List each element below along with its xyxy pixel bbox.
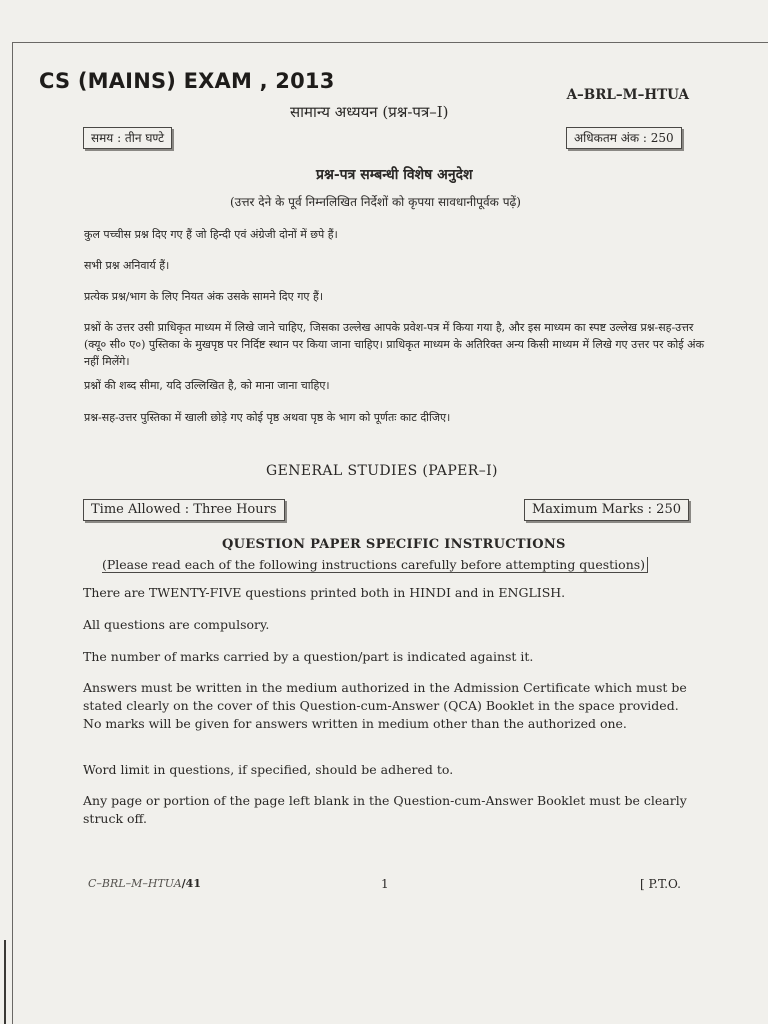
hindi-marks-box: अधिकतम अंक : 250 <box>566 127 682 149</box>
hindi-paper-subtitle: सामान्य अध्ययन (प्रश्न-पत्र–I) <box>290 103 449 121</box>
footer-code-suffix: /41 <box>181 877 201 890</box>
pto-marker: [ P.T.O. <box>640 877 681 891</box>
english-instruction-6: Any page or portion of the page left blank in the Question-cum-Answer Booklet must be clearly struck off. <box>83 793 687 826</box>
footer-code-prefix: C–BRL–M–HTUA <box>88 877 182 890</box>
hindi-instruction-3: प्रत्येक प्रश्न/भाग के लिए नियत अंक उसके सामने दिए गए हैं। <box>84 290 323 303</box>
english-instruction-4: Answers must be written in the medium authorized in the Admission Certificate which must be stated clearly on the cover of this Question-cum-Answer (QCA) Booklet in the space provided. No marks will be given for answers written in medium other than the authorized one. <box>83 680 687 731</box>
english-instructions-heading: QUESTION PAPER SPECIFIC INSTRUCTIONS <box>222 537 566 552</box>
hindi-time-box: समय : तीन घण्टे <box>83 127 172 149</box>
hindi-instruction-5: प्रश्नों की शब्द सीमा, यदि उल्लिखित है, को माना जाना चाहिए। <box>84 379 330 392</box>
left-edge-mark <box>4 940 6 1024</box>
hindi-instruction-4: प्रश्नों के उत्तर उसी प्राधिकृत माध्यम में लिखे जाने चाहिए, जिसका उल्लेख आपके प्रवेश-पत्र में किया गया है, और इस माध्यम का स्पष्ट उल्लेख प्रश्न-सह-उत्तर (क्यू० सी० ए०) पुस्तिका के मुखपृष्ठ पर निर्दिष्ट स्थान पर किया जाना चाहिए। प्राधिकृत माध्यम के अतिरिक्त अन्य किसी माध्यम में लिखे गए उत्तर पर कोई अंक नहीं मिलेंगे। <box>84 321 705 368</box>
hindi-instruction-6: प्रश्न-सह-उत्तर पुस्तिका में खाली छोड़े गए कोई पृष्ठ अथवा पृष्ठ के भाग को पूर्णतः काट दीजिए। <box>84 411 451 424</box>
english-instruction-5: Word limit in questions, if specified, should be adhered to. <box>83 762 454 777</box>
english-instruction-3: The number of marks carried by a question/part is indicated against it. <box>83 649 534 664</box>
english-time-box: Time Allowed : Three Hours <box>83 499 285 521</box>
page-number: 1 <box>381 877 389 891</box>
hindi-instructions-heading: प्रश्न-पत्र सम्बन्धी विशेष अनुदेश <box>316 167 473 183</box>
english-instruction-2: All questions are compulsory. <box>83 617 270 632</box>
left-border-line <box>12 42 13 1024</box>
hindi-instructions-subheading: (उत्तर देने के पूर्व निम्नलिखित निर्देशों को कृपया सावधानीपूर्वक पढ़ें) <box>230 195 521 209</box>
top-border-line <box>12 42 768 43</box>
hindi-instruction-1: कुल पच्चीस प्रश्न दिए गए हैं जो हिन्दी एवं अंग्रेजी दोनों में छपे हैं। <box>84 228 338 241</box>
english-instruction-1: There are TWENTY-FIVE questions printed both in HINDI and in ENGLISH. <box>83 585 566 600</box>
english-instructions-subheading: (Please read each of the following instructions carefully before attempting questions) <box>102 557 648 573</box>
exam-title: CS (MAINS) EXAM , 2013 <box>39 69 335 93</box>
english-paper-heading: GENERAL STUDIES (PAPER–I) <box>266 463 498 479</box>
hindi-instruction-2: सभी प्रश्न अनिवार्य हैं। <box>84 259 170 272</box>
footer-paper-code <box>88 877 201 890</box>
paper-code: A–BRL–M–HTUA <box>566 87 689 103</box>
english-marks-box: Maximum Marks : 250 <box>524 499 689 521</box>
